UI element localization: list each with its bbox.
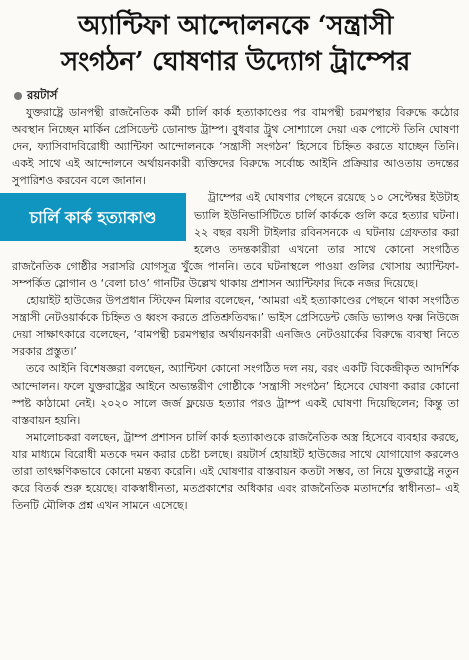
headline-line-2: সংগঠন’ ঘোষণার উদ্যোগ ট্রাম্পের <box>60 47 411 77</box>
byline-source: রয়টার্স <box>27 87 58 102</box>
article-body <box>12 104 459 514</box>
bullet-icon <box>14 92 22 100</box>
highlight-box: চার্লি কার্ক হত্যাকাণ্ড <box>0 193 186 241</box>
paragraph-3: হোয়াইট হাউজের উপপ্রধান স্টিফেন মিলার বলেছেন, ‘আমরা এই হত্যাকাণ্ডের পেছনে থাকা সংগঠিত সন্ত্রাসী নেটওয়ার্ককে চিহ্নিত ও ধ্বংস করতে প্রতিশ্রুতিবদ্ধ।’ ভাইস প্রেসিডেন্ট জেডি ভ্যান্সও ফক্স নিউজে দেয়া সাক্ষাৎকারে বলেছেন, ‘বামপন্থী চরমপন্থার অর্থায়নকারী এনজিও নেটওয়ার্কের বিরুদ্ধে ব্যবস্থা নিতে সরকার প্রস্তুত।’ <box>12 294 459 359</box>
paragraph-2: ট্রাম্পের এই ঘোষণার পেছনে রয়েছে ১০ সেপ্টেম্বর ইউটাহ ভ্যালি ইউনিভার্সিটিতে চার্লি কার্ককে গুলি করে হত্যার ঘটনা। ২২ বছর বয়সী টাইলার রবিনসনকে এ ঘটনায় গ্রেফতার করা হলেও তদন্তকারীরা এখনো তার সাথে কোনো সংগঠিত রাজনৈতিক গোষ্ঠীর সরাসরি যোগসূত্র খুঁজে পাননি। তবে ঘটনাস্থলে পাওয়া গুলির খোসায় অ্যান্টিফা-সম্পর্কিত স্লোগান ও ‘বেলা চাও’ গানটির উল্লেখ থাকায় প্রশাসন অ্যান্টিফার দিকে নজর দিয়েছে। <box>12 191 459 290</box>
paragraph-1: যুক্তরাষ্ট্রে ডানপন্থী রাজনৈতিক কর্মী চার্লি কার্ক হত্যাকাণ্ডের পর বামপন্থী চরমপন্থার বিরুদ্ধে কঠোর অবস্থান নিচ্ছেন মার্কিন প্রেসিডেন্ট ডোনাল্ড ট্রাম্প। বুধবার ট্রুথ সোশ্যালে দেয়া এক পোস্টে তিনি ঘোষণা দেন, ফ্যাসিবাদবিরোধী অ্যান্টিফা আন্দোলনকে ‘সন্ত্রাসী সংগঠন’ হিসেবে চিহ্নিত করতে যাচ্ছেন তিনি। একই সাথে এই আন্দোলনে অর্থায়নকারী ব্যক্তিদের বিরুদ্ধে সর্বোচ্চ আইনি প্রক্রিয়ার আওতায় তদন্তের সুপারিশও করবেন বলে জানান। <box>12 106 459 188</box>
headline-line-1: অ্যান্টিফা আন্দোলনকে ‘সন্ত্রাসী <box>77 11 394 41</box>
headline <box>12 8 459 80</box>
paragraph-4: তবে আইনি বিশেষজ্ঞরা বলছেন, অ্যান্টিফা কোনো সংগঠিত দল নয়, বরং একটি বিকেন্দ্রীকৃত আদর্শিক আন্দোলন। ফলে যুক্তরাষ্ট্রের আইনে অভ্যন্তরীণ গোষ্ঠীকে ‘সন্ত্রাসী সংগঠন’ হিসেবে ঘোষণা করার কোনো স্পষ্ট কাঠামো নেই। ২০২০ সালে জর্জ ফ্লয়েড হত্যার পরও ট্রাম্প একই ঘোষণা দিয়েছিলেন; কিন্তু তা বাস্তবায়ন হয়নি। <box>12 362 459 427</box>
paragraph-5: সমালোচকরা বলছেন, ট্রাম্প প্রশাসন চার্লি কার্ক হত্যাকাণ্ডকে রাজনৈতিক অস্ত্র হিসেবে ব্যবহার করছে, যার মাধ্যমে বিরোধী মতকে দমন করার চেষ্টা চলছে। রয়টার্স হোয়াইট হাউজের সাথে যোগাযোগ করলেও তারা তাৎক্ষণিকভাবে কোনো মন্তব্য করেনি। এই ঘোষণার বাস্তবায়ন কতটা সম্ভব, তা নিয়ে যুক্তরাষ্ট্রে নতুন করে বিতর্ক শুরু হয়েছে। বাকস্বাধীনতা, মতপ্রকাশের অধিকার এবং রাজনৈতিক মতাদর্শের স্বাধীনতা– এই তিনটি মৌলিক প্রশ্ন এখন সামনে এসেছে। <box>12 430 459 513</box>
byline <box>12 88 459 104</box>
